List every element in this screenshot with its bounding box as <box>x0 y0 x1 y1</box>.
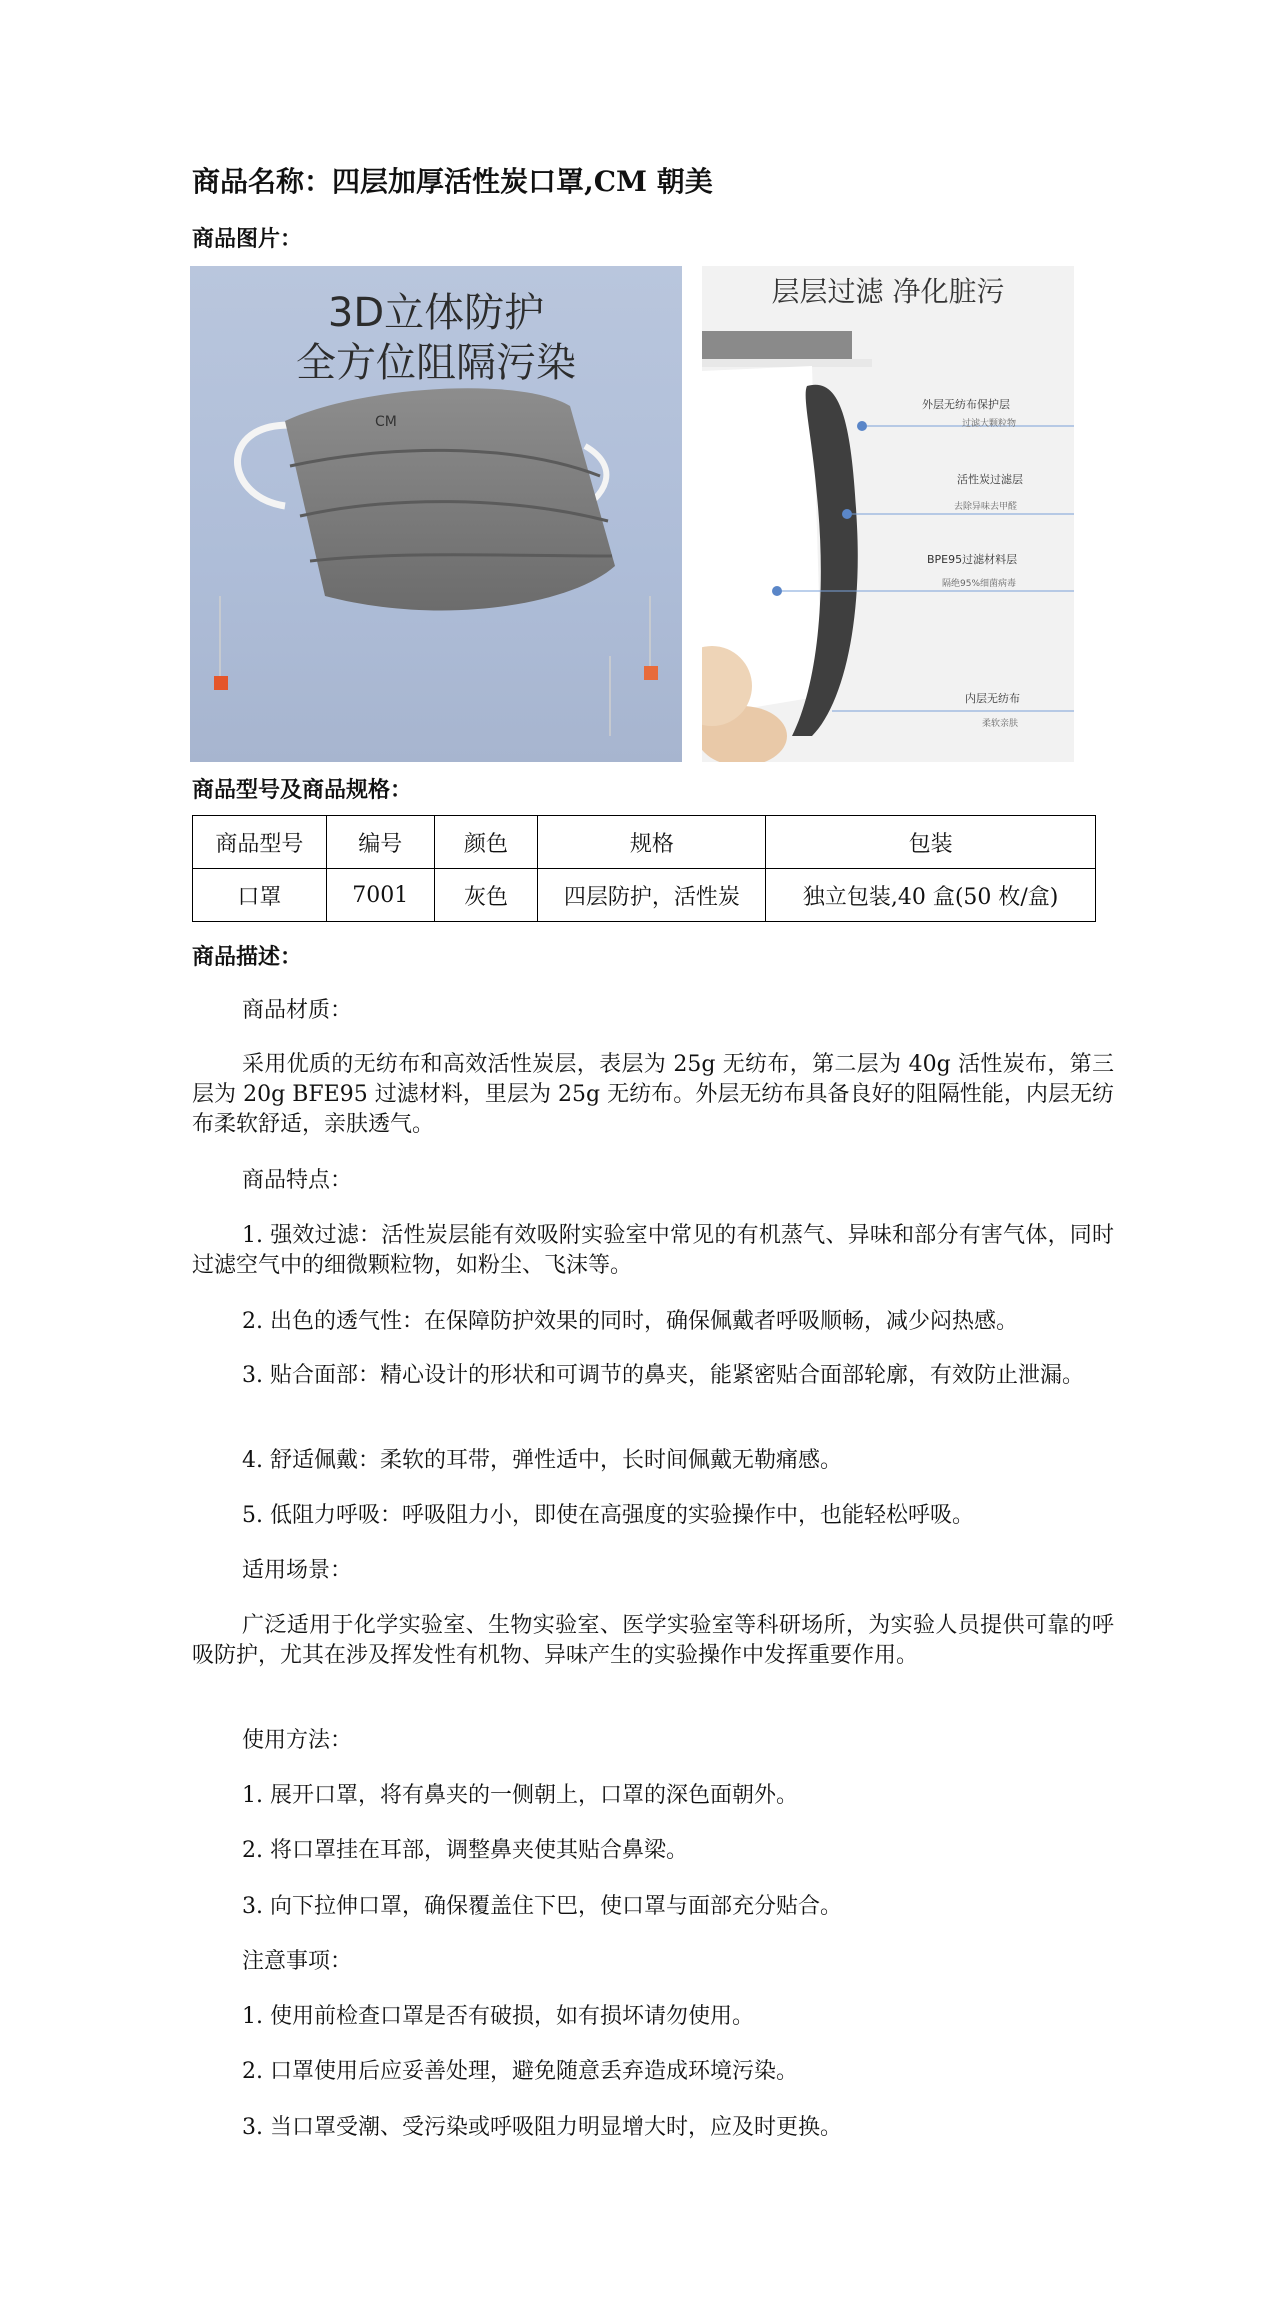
layer-1-title: 外层无纺布保护层 <box>922 398 1010 411</box>
description-section-label: 商品描述： <box>192 944 303 970</box>
spec-section-label: 商品型号及商品规格： <box>192 777 413 803</box>
mask-logo: CM <box>375 414 397 430</box>
notice-item: 2. 口罩使用后应妥善处理，避免随意丢弃造成环境污染。 <box>242 2059 798 2084</box>
image-right-headline: 层层过滤 净化脏污 <box>771 275 1005 308</box>
material-heading: 商品材质： <box>242 998 353 1023</box>
usage-item: 3. 向下拉伸口罩，确保覆盖住下巴，使口罩与面部充分贴合。 <box>242 1894 842 1919</box>
usage-item: 1. 展开口罩，将有鼻夹的一侧朝上，口罩的深色面朝外。 <box>242 1783 798 1808</box>
layer-4-title: 内层无纺布 <box>965 692 1020 705</box>
table-header-cell: 包装 <box>766 816 1096 869</box>
layer-4-sub: 柔软亲肤 <box>982 719 1019 729</box>
usage-item: 2. 将口罩挂在耳部，调整鼻夹使其贴合鼻梁。 <box>242 1838 688 1863</box>
table-cell: 口罩 <box>193 869 327 922</box>
notice-heading: 注意事项： <box>242 1949 353 1974</box>
table-cell: 灰色 <box>434 869 538 922</box>
image-section-label: 商品图片： <box>192 226 303 252</box>
features-heading: 商品特点： <box>242 1168 353 1193</box>
usage-heading: 使用方法： <box>242 1728 353 1753</box>
product-image-layers <box>702 266 1074 762</box>
layer-3-sub: 隔绝95%细菌病毒 <box>942 579 1017 589</box>
feature-item: 4. 舒适佩戴：柔软的耳带，弹性适中，长时间佩戴无勒痛感。 <box>242 1448 842 1473</box>
table-cell: 四层防护，活性炭 <box>538 869 766 922</box>
notice-item: 3. 当口罩受潮、受污染或呼吸阻力明显增大时，应及时更换。 <box>242 2115 842 2140</box>
layer-2-title: 活性炭过滤层 <box>957 473 1023 486</box>
product-image-3d-protection <box>190 266 682 762</box>
notice-item: 1. 使用前检查口罩是否有破损，如有损坏请勿使用。 <box>242 2004 754 2029</box>
product-title: 商品名称：四层加厚活性炭口罩,CM 朝美 <box>192 165 713 198</box>
table-row <box>193 869 1096 922</box>
image-left-headline-2: 全方位阻隔污染 <box>296 340 576 386</box>
table-header-cell: 编号 <box>326 816 434 869</box>
table-header-cell: 颜色 <box>434 816 538 869</box>
feature-item: 2. 出色的透气性：在保障防护效果的同时，确保佩戴者呼吸顺畅，减少闷热感。 <box>242 1309 1018 1334</box>
table-cell: 7001 <box>326 869 434 922</box>
table-header-row <box>193 816 1096 869</box>
layer-2-sub: 去除异味去甲醛 <box>954 502 1018 512</box>
layer-3-title: BPE95过滤材料层 <box>927 553 1018 566</box>
material-text: 采用优质的无纺布和高效活性炭层，表层为 25g 无纺布，第二层为 40g 活性炭布，第三层为 20g BFE95 过滤材料，里层为 25g 无纺布。外层无纺布具备良好的阻隔性能，内层无纺布柔软舒适，亲肤透气。 <box>192 1052 1114 1137</box>
feature-item: 3. 贴合面部：精心设计的形状和可调节的鼻夹，能紧密贴合面部轮廓，有效防止泄漏。 <box>242 1363 1084 1388</box>
layer-1-sub: 过滤大颗粒物 <box>962 419 1017 429</box>
table-header-cell: 商品型号 <box>193 816 327 869</box>
scene-text: 广泛适用于化学实验室、生物实验室、医学实验室等科研场所，为实验人员提供可靠的呼吸防护，尤其在涉及挥发性有机物、异味产生的实验操作中发挥重要作用。 <box>192 1613 1114 1668</box>
scene-heading: 适用场景： <box>242 1558 353 1583</box>
feature-item: 1. 强效过滤：活性炭层能有效吸附实验室中常见的有机蒸气、异味和部分有害气体，同时过滤空气中的细微颗粒物，如粉尘、飞沫等。 <box>192 1223 1114 1278</box>
feature-item: 5. 低阻力呼吸：呼吸阻力小，即使在高强度的实验操作中，也能轻松呼吸。 <box>242 1503 974 1528</box>
spec-table <box>192 815 1096 922</box>
table-header-cell: 规格 <box>538 816 766 869</box>
image-left-headline-1: 3D立体防护 <box>327 290 545 336</box>
table-cell: 独立包装,40 盒(50 枚/盒) <box>766 869 1096 922</box>
